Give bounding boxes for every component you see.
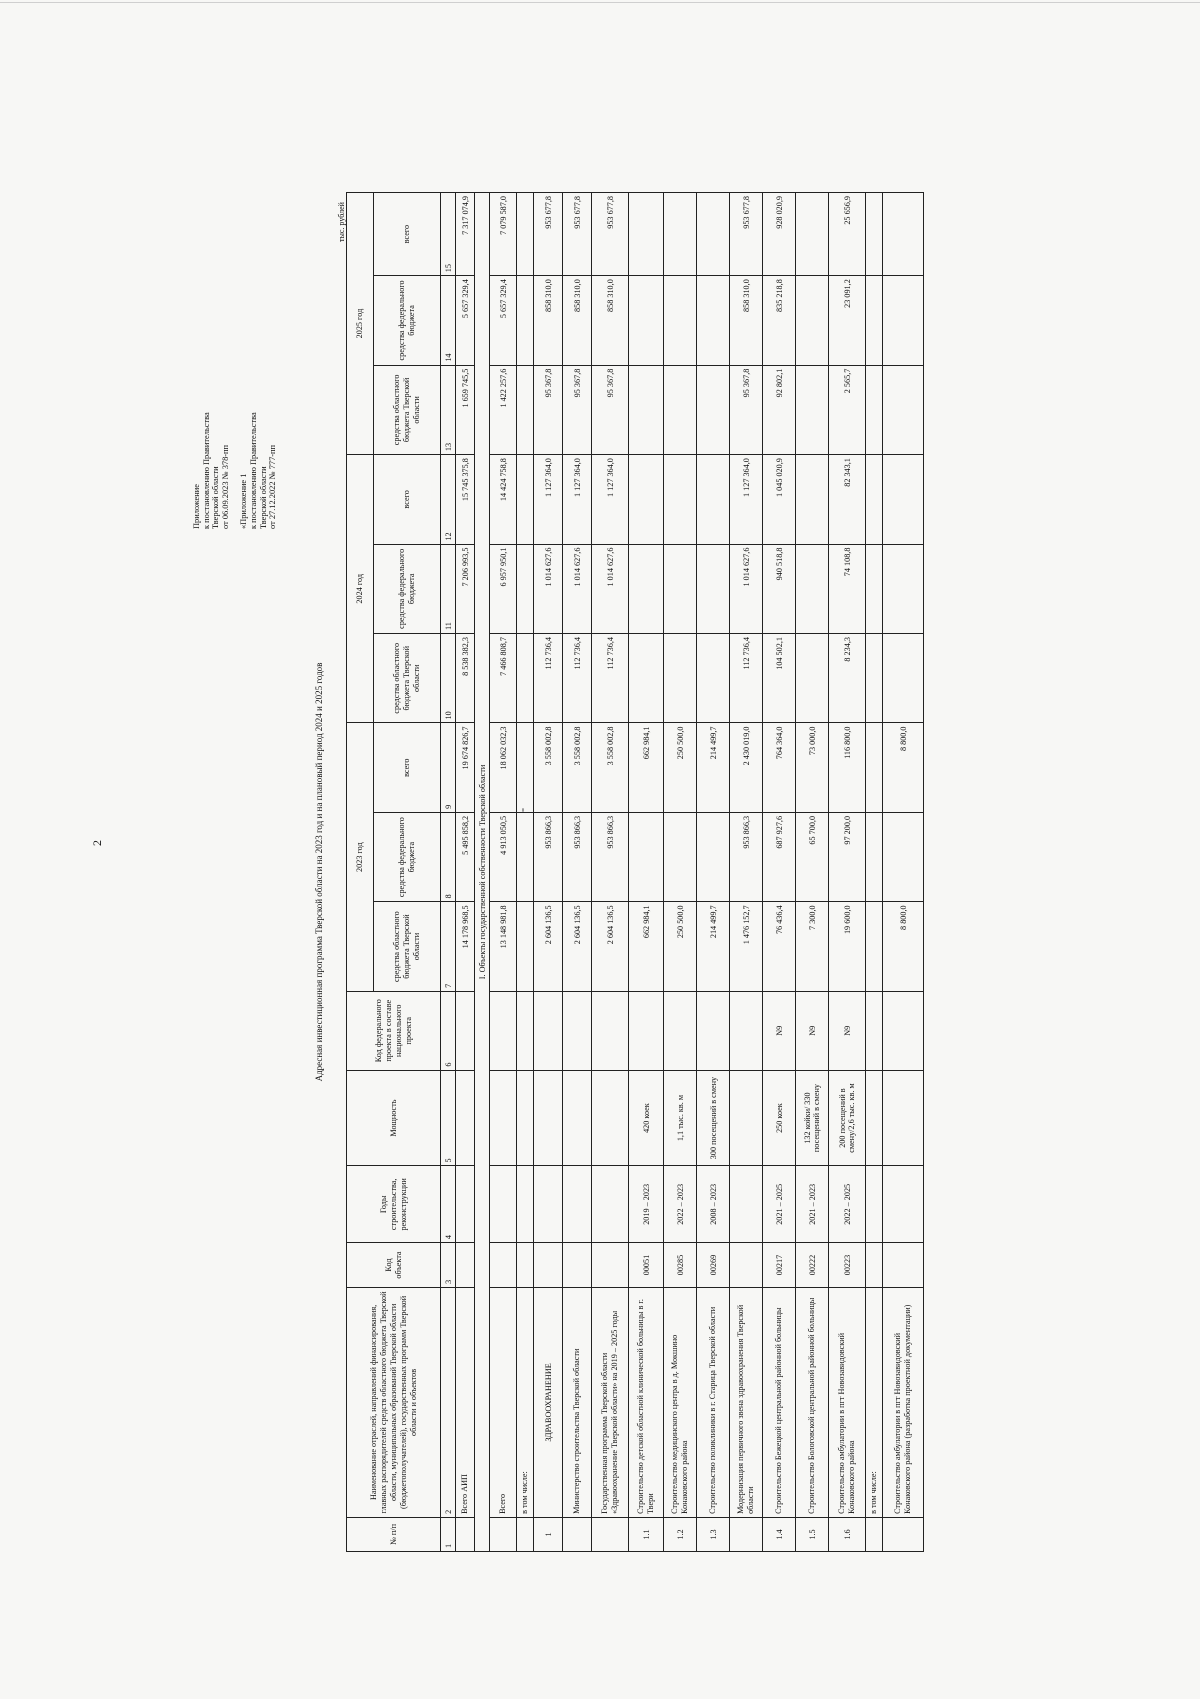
row-value: 2 604 136,5 [592,902,629,991]
section-row [475,193,490,1552]
row-value [866,723,883,812]
approval-line: от 06.09.2023 № 378-пп [220,444,230,529]
row-name: Строительство медицинского центра в д. Мокшино Конаковского района [664,1287,697,1517]
row-value: 662 984,1 [629,902,664,991]
row-value [883,812,924,901]
row-value: 953 866,3 [534,812,563,901]
approval-line: Тверской области [211,466,221,529]
row-name: Строительство Бологовской центральной районной больницы [796,1287,829,1517]
row-value: 214 499,7 [697,902,730,991]
row-value: 82 343,1 [829,455,866,544]
total-value: 7 317 074,9 [456,193,475,276]
row-number: 1.5 [796,1517,829,1551]
row-name: Государственная программа Тверской области «Здравоохранение Тверской области» на 2019 – 2025 годы [592,1287,629,1517]
table-row [629,193,664,1552]
header-federal: средства федерального бюджета [374,812,441,901]
row-code [883,1243,924,1288]
row-value [697,193,730,276]
row-value [664,455,697,544]
column-number: 2 [441,1287,456,1517]
row-years [490,1166,517,1243]
row-name: Модернизация первичного звена здравоохранения Тверской области [730,1287,763,1517]
column-number: 10 [441,634,456,723]
row-value [517,812,534,901]
row-value [629,634,664,723]
row-value [517,455,534,544]
row-code [517,1243,534,1288]
column-number: 6 [441,991,456,1070]
total-empty-cell [456,1166,475,1243]
row-value: 858 310,0 [730,276,763,365]
row-name: ЗДРАВООХРАНЕНИЕ [534,1287,563,1517]
row-power [592,1070,629,1166]
row-name: Строительство детской областной клинической больницы в г. Твери [629,1287,664,1517]
row-value [796,455,829,544]
row-value: 940 518,8 [763,544,796,633]
header-no: № п/п [347,1517,441,1551]
row-fp-code [697,991,730,1070]
table-row [534,193,563,1552]
header-total: всего [374,455,441,544]
row-value [866,276,883,365]
row-name: Министерство строительства Тверской области [563,1287,592,1517]
row-value [517,634,534,723]
row-value [517,276,534,365]
row-value [664,276,697,365]
row-value: 65 700,0 [796,812,829,901]
row-number: 1.3 [697,1517,730,1551]
row-name: в том числе: [517,1287,534,1517]
row-power: 1,1 тыс. кв. м [664,1070,697,1166]
row-value [629,812,664,901]
total-value: 14 178 968,5 [456,902,475,991]
column-number: 12 [441,455,456,544]
table-row [592,193,629,1552]
row-power [490,1070,517,1166]
row-value: 1 422 257,6 [490,365,517,454]
row-power: 300 посещений в смену [697,1070,730,1166]
row-years: 2022 – 2023 [664,1166,697,1243]
row-value [796,544,829,633]
approval-line: «Приложение 1 [239,473,249,529]
row-value [796,634,829,723]
row-name: Всего [490,1287,517,1517]
total-value: 7 206 993,5 [456,544,475,633]
row-years [730,1166,763,1243]
row-code: 00223 [829,1243,866,1288]
row-value [697,455,730,544]
table-row [796,193,829,1552]
total-value: 15 745 375,8 [456,455,475,544]
row-fp-code [534,991,563,1070]
row-years: 2019 – 2023 [629,1166,664,1243]
row-number [490,1517,517,1551]
row-code [730,1243,763,1288]
row-value: 858 310,0 [534,276,563,365]
row-power: 200 посещений в смену/2,6 тыс. кв. м [829,1070,866,1166]
row-power: 132 койки/ 330 посещений в смену [796,1070,829,1166]
row-code: 00051 [629,1243,664,1288]
row-value: 1 014 627,6 [592,544,629,633]
row-value: 112 736,4 [563,634,592,723]
row-code: 00217 [763,1243,796,1288]
row-value: 1 045 020,9 [763,455,796,544]
row-value [629,365,664,454]
row-value: 25 656,9 [829,193,866,276]
row-value [796,276,829,365]
row-value: 953 866,3 [730,812,763,901]
row-value [517,193,534,276]
row-value: 13 148 981,8 [490,902,517,991]
row-value: 2 604 136,5 [563,902,592,991]
scan-mark [522,808,524,812]
column-number: 4 [441,1166,456,1243]
row-value: 835 218,8 [763,276,796,365]
row-power [866,1070,883,1166]
row-value: 2 604 136,5 [534,902,563,991]
row-value [517,365,534,454]
row-value: 95 367,8 [563,365,592,454]
row-value: 953 677,8 [730,193,763,276]
row-value [796,365,829,454]
row-value: 14 424 758,8 [490,455,517,544]
total-value: 8 538 382,3 [456,634,475,723]
table-row [730,193,763,1552]
row-fp-code [592,991,629,1070]
row-code: 00285 [664,1243,697,1288]
row-value: 73 000,0 [796,723,829,812]
row-code: 00269 [697,1243,730,1288]
total-value: 1 659 745,5 [456,365,475,454]
row-value: 858 310,0 [563,276,592,365]
row-value: 858 310,0 [592,276,629,365]
row-value: 953 677,8 [592,193,629,276]
row-fp-code: N9 [763,991,796,1070]
row-value [664,812,697,901]
row-value: 3 558 002,8 [534,723,563,812]
row-fp-code [517,991,534,1070]
row-code: 00222 [796,1243,829,1288]
row-value: 3 558 002,8 [563,723,592,812]
row-value: 953 677,8 [563,193,592,276]
units-label: тыс. рублей [337,202,346,242]
header-years: Годы строительства, реконструкции [347,1166,441,1243]
row-name: Строительство поликлиники в г. Старица Тверской области [697,1287,730,1517]
table-row [866,193,883,1552]
row-value [629,544,664,633]
row-value [517,723,534,812]
row-number: 1.1 [629,1517,664,1551]
rotated-sheet [192,192,1200,1552]
total-empty-cell [456,991,475,1070]
column-number: 13 [441,365,456,454]
row-number [517,1517,534,1551]
header-regional: средства областного бюджета Тверской области [374,634,441,723]
header-code: Код объекта [347,1243,441,1288]
row-value: 250 500,0 [664,902,697,991]
row-value: 7 079 587,0 [490,193,517,276]
row-value: 8 234,3 [829,634,866,723]
row-value [697,812,730,901]
row-value: 687 927,6 [763,812,796,901]
row-value: 928 020,9 [763,193,796,276]
row-value: 112 736,4 [730,634,763,723]
table-row [697,193,730,1552]
column-number: 1 [441,1517,456,1551]
total-empty-cell [456,1070,475,1166]
column-number: 9 [441,723,456,812]
row-number: 1.4 [763,1517,796,1551]
row-value [664,544,697,633]
row-value: 112 736,4 [592,634,629,723]
table-row [563,193,592,1552]
row-number [883,1517,924,1551]
header-row-top [347,193,374,1552]
row-fp-code [629,991,664,1070]
approval-line: от 27.12.2022 № 777-пп [268,444,278,529]
row-years [563,1166,592,1243]
row-value [866,812,883,901]
column-number: 15 [441,193,456,276]
row-fp-code: N9 [829,991,866,1070]
row-power [534,1070,563,1166]
row-value: 23 091,2 [829,276,866,365]
row-power [883,1070,924,1166]
row-value: 8 800,0 [883,902,924,991]
row-value: 18 062 032,3 [490,723,517,812]
header-2023: 2023 год [347,723,374,991]
column-number: 3 [441,1243,456,1288]
row-years: 2021 – 2025 [763,1166,796,1243]
row-fp-code [730,991,763,1070]
row-value [517,544,534,633]
row-name: Строительство амбулатории в пгт Новозавидовский Конаковского района [829,1287,866,1517]
table-row [829,193,866,1552]
document-title: Адресная инвестиционная программа Тверской области на 2023 год и на плановый период 2024 и 2025 годов [314,662,324,1082]
row-value: 1 127 364,0 [563,455,592,544]
row-number [592,1517,629,1551]
row-value [883,365,924,454]
row-value [883,544,924,633]
row-value [883,455,924,544]
row-value: 1 014 627,6 [563,544,592,633]
total-value: 19 674 826,7 [456,723,475,812]
row-value [697,634,730,723]
row-value: 953 866,3 [592,812,629,901]
column-number: 11 [441,544,456,633]
column-number: 7 [441,902,456,991]
row-value: 3 558 002,8 [592,723,629,812]
row-value: 1 014 627,6 [534,544,563,633]
row-value [664,634,697,723]
header-regional: средства областного бюджета Тверской области [374,902,441,991]
total-empty-cell [456,1517,475,1551]
header-2025: 2025 год [347,193,374,455]
row-value [866,455,883,544]
approval-line: к постановлению Правительства [248,412,258,529]
table-row [490,193,517,1552]
header-power: Мощность [347,1070,441,1166]
row-power: 420 коек [629,1070,664,1166]
row-number [866,1517,883,1551]
row-value [866,365,883,454]
row-value: 4 913 050,5 [490,812,517,901]
row-number [563,1517,592,1551]
row-name: Строительство амбулатории в пгт Новозавидовский Конаковского района (разработка проектной документации) [883,1287,924,1517]
row-value: 74 108,8 [829,544,866,633]
row-value: 1 127 364,0 [534,455,563,544]
approval-line: Тверской области [258,466,268,529]
row-value [883,634,924,723]
row-name: Строительство Бежецкой центральной районной больницы [763,1287,796,1517]
row-value [629,276,664,365]
row-name: в том числе: [866,1287,883,1517]
row-value: 5 657 329,4 [490,276,517,365]
table-row [664,193,697,1552]
row-power [563,1070,592,1166]
row-power: 250 коек [763,1070,796,1166]
row-fp-code: N9 [796,991,829,1070]
row-power [730,1070,763,1166]
row-value [629,455,664,544]
row-value: 76 436,4 [763,902,796,991]
row-code [866,1243,883,1288]
header-federal: средства федерального бюджета [374,276,441,365]
row-code [563,1243,592,1288]
table-row [763,193,796,1552]
header-total: всего [374,193,441,276]
row-value [883,276,924,365]
row-value: 2 430 019,0 [730,723,763,812]
row-fp-code [866,991,883,1070]
header-total: всего [374,723,441,812]
row-value: 95 367,8 [730,365,763,454]
row-value: 1 476 152,7 [730,902,763,991]
row-value [866,902,883,991]
row-years: 2008 – 2023 [697,1166,730,1243]
table-row [883,193,924,1552]
row-value [866,544,883,633]
row-value: 104 502,1 [763,634,796,723]
top-border-line [0,2,1200,3]
row-value: 8 800,0 [883,723,924,812]
row-value [517,902,534,991]
row-value: 95 367,8 [534,365,563,454]
row-power [517,1070,534,1166]
row-value [664,365,697,454]
row-value: 92 802,1 [763,365,796,454]
row-value: 112 736,4 [534,634,563,723]
row-fp-code [664,991,697,1070]
row-value: 1 014 627,6 [730,544,763,633]
row-value: 2 565,7 [829,365,866,454]
row-value: 953 677,8 [534,193,563,276]
row-years [517,1166,534,1243]
investment-table [346,192,924,1552]
header-2024: 2024 год [347,455,374,723]
row-number [730,1517,763,1551]
approval-line: к постановлению Правительства [201,412,211,529]
row-number: 1 [534,1517,563,1551]
row-fp-code [563,991,592,1070]
row-value: 764 364,0 [763,723,796,812]
table-row [517,193,534,1552]
total-value: 5 657 329,4 [456,276,475,365]
column-number: 5 [441,1070,456,1166]
row-value: 116 800,0 [829,723,866,812]
row-value: 19 600,0 [829,902,866,991]
column-number: 8 [441,812,456,901]
row-value [796,193,829,276]
row-value: 214 499,7 [697,723,730,812]
total-row [456,193,475,1552]
row-value [866,634,883,723]
row-value [866,193,883,276]
row-number: 1.2 [664,1517,697,1551]
total-empty-cell [456,1243,475,1288]
row-value: 7 300,0 [796,902,829,991]
row-code [490,1243,517,1288]
row-number: 1.6 [829,1517,866,1551]
row-value: 1 127 364,0 [730,455,763,544]
row-value: 97 200,0 [829,812,866,901]
header-fp-code: Код федерального проекта в составе национального проекта [347,991,441,1070]
row-fp-code [490,991,517,1070]
row-years: 2022 – 2025 [829,1166,866,1243]
row-value: 6 957 950,1 [490,544,517,633]
row-value: 250 500,0 [664,723,697,812]
approval-line: Приложение [192,484,201,529]
total-value: 5 495 858,2 [456,812,475,901]
row-value [629,193,664,276]
row-fp-code [883,991,924,1070]
row-years [592,1166,629,1243]
row-value [883,193,924,276]
row-code [592,1243,629,1288]
section-title: I. Объекты государственной собственности Тверской области [475,193,490,1552]
row-value [697,544,730,633]
row-years [883,1166,924,1243]
row-years [534,1166,563,1243]
row-value: 662 984,1 [629,723,664,812]
header-regional: средства областного бюджета Тверской области [374,365,441,454]
row-code [534,1243,563,1288]
row-years [866,1166,883,1243]
header-name: Наименование отраслей, направлений финансирования, главных распорядителей средств областного бюджета Тверской области, муниципальных образований Тверской области (бюджетополучателей), государственных программ Тверской области и объектов [347,1287,441,1517]
row-value [664,193,697,276]
row-value: 1 127 364,0 [592,455,629,544]
row-value [697,365,730,454]
total-name: Всего АИП [456,1287,475,1517]
column-numbers-row [441,193,456,1552]
row-value: 7 466 808,7 [490,634,517,723]
approval-block [192,412,278,529]
header-federal: средства федерального бюджета [374,544,441,633]
page-number: 2 [90,840,104,846]
row-years: 2021 – 2023 [796,1166,829,1243]
row-value: 953 866,3 [563,812,592,901]
column-number: 14 [441,276,456,365]
row-value [697,276,730,365]
row-value: 95 367,8 [592,365,629,454]
